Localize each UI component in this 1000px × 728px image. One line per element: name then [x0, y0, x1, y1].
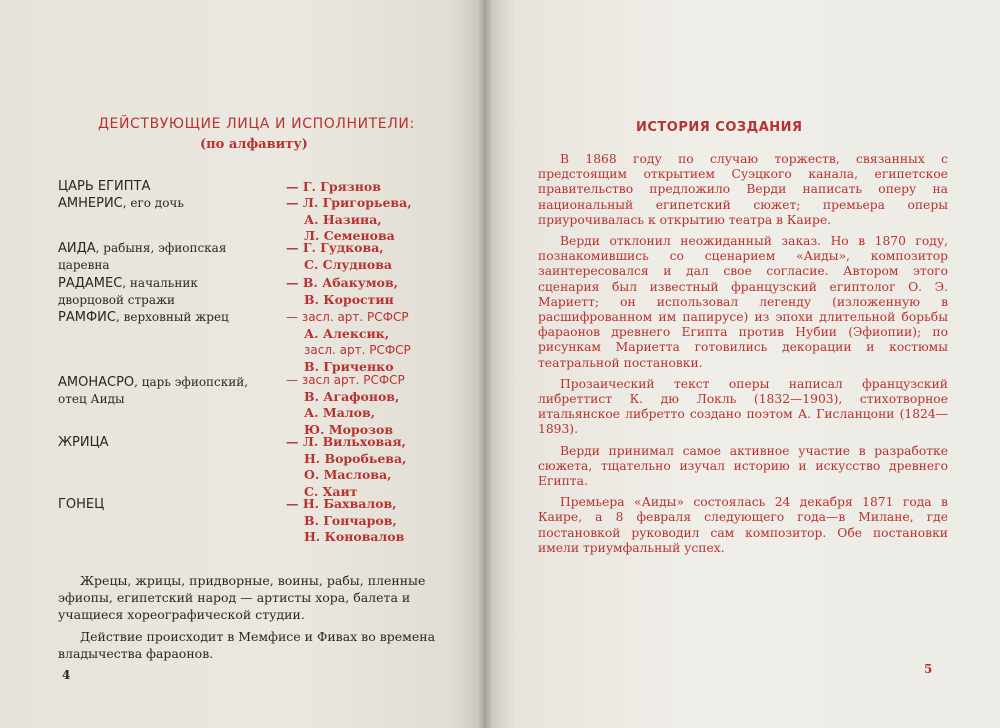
performer-list: — засл арт. РСФСР В. Агафонов, А. Малов, Ю. Морозов: [286, 373, 405, 437]
cast-subtitle: (по алфавиту): [200, 137, 308, 152]
performer-list: — Л. Вильховая, Н. Воробьева, О. Маслова, С. Хаит: [286, 434, 407, 499]
page-number-right: 5: [924, 662, 933, 676]
history-paragraph: Верди отклонил неожиданный заказ. Но в 1870 году, познакомившись со сценарием «Аиды», композитор заинтересовался и дал свое согласие. Автором этого сценария был известный французский египтолог О. Э. Мариетт; он использовал легенду (изложенную в расшифрованном им папирусе) из эпохи длительной борьбы фараонов древнего Египта против Нубии (Эфиопии); по рисункам Мариетта готовились декорации и костюмы театральной постановки.: [538, 234, 948, 370]
chorus-note: Жрецы, жрицы, придворные, воины, рабы, пленные эфиопы, египетский народ — артисты хора, балета и учащиеся хореографической студии.: [58, 573, 426, 622]
performer-list: — В. Абакумов, В. Коростин: [286, 275, 398, 307]
cast-title: ДЕЙСТВУЮЩИЕ ЛИЦА И ИСПОЛНИТЕЛИ:: [98, 116, 415, 132]
performer-list: — Г. Грязнов: [286, 179, 381, 194]
role-name: ЦАРЬ ЕГИПТА: [58, 179, 151, 194]
role-name: РАДАМЕС, начальник дворцовой стражи: [58, 276, 198, 307]
role-name: АМОНАСРО, царь эфиопский, отец Аиды: [58, 375, 249, 406]
history-title: ИСТОРИЯ СОЗДАНИЯ: [636, 120, 803, 135]
history-paragraph: Верди принимал самое активное участие в разработке сюжета, тщательно изучал историю и искусство древнего Египта.: [538, 443, 948, 489]
role-name: АИДА, рабыня, эфиопская царевна: [58, 241, 227, 272]
performer-list: — Л. Григорьева, А. Назина, Л. Семенова: [286, 195, 412, 243]
role-name: РАМФИС, верховный жрец: [58, 310, 229, 325]
role-name: АМНЕРИС, его дочь: [58, 196, 184, 211]
history-paragraph: В 1868 году по случаю торжеств, связанных с предстоящим открытием Суэцкого канала, египетское правительство предложило Верди написать оперу на национальный египетский сюжет; премьера оперы приурочивалась к открытию театра в Каире.: [538, 152, 948, 227]
role-name: ГОНЕЦ: [58, 497, 105, 512]
history-text: [538, 152, 948, 556]
performer-list: — Н. Бахвалов, В. Гончаров, Н. Коновалов: [286, 496, 405, 544]
history-paragraph: Премьера «Аиды» состоялась 24 декабря 1871 года в Каире, а 8 февраля следующего года—в Милане, где постановкой руководил сам композитор. Обе постановки имели триумфальный успех.: [538, 495, 948, 555]
performer-list: — засл. арт. РСФСР А. Алексик, засл. арт. РСФСР В. Гриченко: [286, 310, 411, 374]
setting-note: Действие происходит в Мемфисе и Фивах во времена владычества фараонов.: [58, 629, 436, 661]
performer-list: — Г. Гудкова, С. Слуднова: [286, 240, 393, 272]
book-gutter: [478, 0, 492, 728]
right-page: [486, 0, 1000, 728]
left-page: [0, 0, 486, 728]
history-paragraph: Прозаический текст оперы написал французский либреттист К. дю Локль (1832—1903), стихотворное итальянское либретто создано поэтом А. Гисланцони (1824—1893).: [538, 376, 948, 437]
page-number-left: 4: [62, 668, 71, 682]
role-name: ЖРИЦА: [58, 435, 109, 450]
